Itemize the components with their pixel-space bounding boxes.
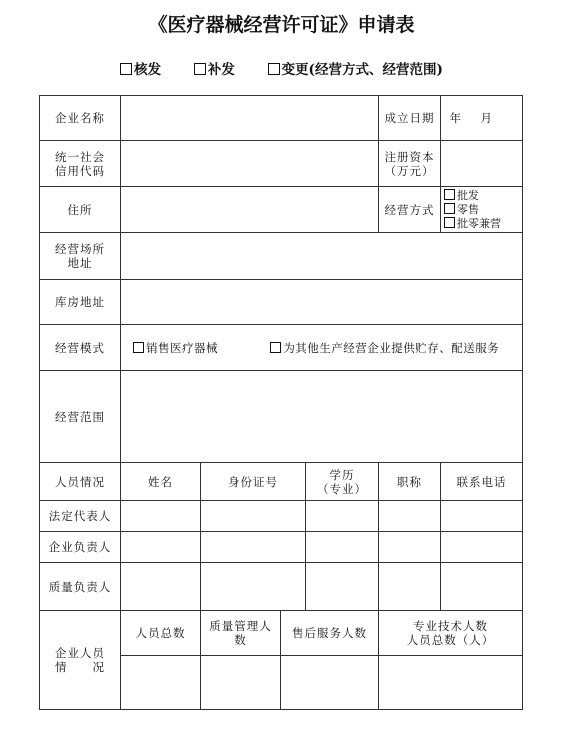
option-reissue[interactable]: [194, 62, 235, 78]
checkbox-service[interactable]: [270, 342, 281, 353]
legal-rep-id[interactable]: [201, 501, 306, 532]
option-reissue-label: 补发: [207, 62, 235, 78]
address-label: 住所: [40, 187, 121, 233]
registered-capital-label: 注册资本 （万元）: [379, 141, 441, 187]
enterprise-head-id[interactable]: [201, 532, 306, 563]
quality-head-label: 质量负责人: [40, 563, 121, 611]
registered-capital-field[interactable]: [441, 141, 523, 187]
enterprise-name-field[interactable]: [121, 96, 379, 141]
checkbox-retail[interactable]: [444, 203, 455, 214]
established-date-field[interactable]: 年 月: [441, 96, 523, 141]
enterprise-head-label: 企业负责人: [40, 532, 121, 563]
row-enterprise-head: [40, 532, 523, 563]
row-scope: [40, 371, 523, 463]
header-education: 学历 （专业）: [306, 463, 379, 501]
option-change[interactable]: [268, 62, 443, 78]
row-premises: [40, 233, 523, 280]
checkbox-issue[interactable]: [120, 63, 132, 75]
option-issue-label: 核发: [134, 62, 162, 78]
staff-label: 企业人员 情 况: [40, 611, 121, 710]
header-technical-staff: 专业技术人数 人员总数（人）: [379, 611, 523, 656]
application-form-table: [39, 95, 523, 710]
row-personnel-header: [40, 463, 523, 501]
row-enterprise-name: [40, 96, 523, 141]
warehouse-label: 库房地址: [40, 280, 121, 325]
checkbox-sell[interactable]: [133, 342, 144, 353]
mode-wholesale-label: 批发: [457, 189, 479, 202]
legal-rep-phone[interactable]: [441, 501, 523, 532]
business-model-options: [121, 325, 523, 371]
quality-head-title[interactable]: [379, 563, 441, 611]
model-sell-option[interactable]: [133, 341, 218, 355]
checkbox-wholesale[interactable]: [444, 189, 455, 200]
row-credit-code: [40, 141, 523, 187]
established-date-label: 成立日期: [379, 96, 441, 141]
scope-label: 经营范围: [40, 371, 121, 463]
quality-staff-field[interactable]: [201, 656, 281, 710]
aftersales-staff-field[interactable]: [281, 656, 379, 710]
warehouse-field[interactable]: [121, 280, 523, 325]
header-quality-staff: 质量管理人 数: [201, 611, 281, 656]
checkbox-reissue[interactable]: [194, 63, 206, 75]
business-model-label: 经营模式: [40, 325, 121, 371]
header-total-staff: 人员总数: [121, 611, 201, 656]
header-phone: 联系电话: [441, 463, 523, 501]
address-field[interactable]: [121, 187, 379, 233]
enterprise-name-label: 企业名称: [40, 96, 121, 141]
quality-head-education[interactable]: [306, 563, 379, 611]
credit-code-field[interactable]: [121, 141, 379, 187]
mode-retail-label: 零售: [457, 203, 479, 216]
row-legal-rep: [40, 501, 523, 532]
row-staff-header: [40, 611, 523, 656]
checkbox-both[interactable]: [444, 217, 455, 228]
personnel-label: 人员情况: [40, 463, 121, 501]
premises-field[interactable]: [121, 233, 523, 280]
legal-rep-label: 法定代表人: [40, 501, 121, 532]
legal-rep-education[interactable]: [306, 501, 379, 532]
legal-rep-name[interactable]: [121, 501, 201, 532]
legal-rep-title[interactable]: [379, 501, 441, 532]
enterprise-head-education[interactable]: [306, 532, 379, 563]
credit-code-label: 统一社会 信用代码: [40, 141, 121, 187]
mode-wholesale-option[interactable]: [444, 189, 479, 203]
total-staff-field[interactable]: [121, 656, 201, 710]
model-service-label: 为其他生产经营企业提供贮存、配送服务: [283, 340, 500, 355]
quality-head-id[interactable]: [201, 563, 306, 611]
model-sell-label: 销售医疗器械: [146, 340, 218, 355]
quality-head-name[interactable]: [121, 563, 201, 611]
enterprise-head-phone[interactable]: [441, 532, 523, 563]
mode-both-option[interactable]: [444, 217, 501, 231]
header-title: 职称: [379, 463, 441, 501]
application-type-options: [0, 58, 563, 78]
option-issue[interactable]: [120, 62, 161, 78]
enterprise-head-title[interactable]: [379, 532, 441, 563]
checkbox-change[interactable]: [268, 63, 280, 75]
mode-both-label: 批零兼营: [457, 217, 501, 230]
mode-retail-option[interactable]: [444, 203, 479, 217]
technical-staff-field[interactable]: [379, 656, 523, 710]
header-name: 姓名: [121, 463, 201, 501]
quality-head-phone[interactable]: [441, 563, 523, 611]
form-title: 《医疗器械经营许可证》申请表: [148, 14, 415, 36]
model-service-option[interactable]: [270, 341, 499, 355]
premises-label: 经营场所 地址: [40, 233, 121, 280]
option-change-label: 变更(经营方式、经营范围): [281, 62, 443, 78]
row-business-model: [40, 325, 523, 371]
business-mode-options: [441, 187, 523, 233]
scope-field[interactable]: [121, 371, 523, 463]
row-address: [40, 187, 523, 233]
row-warehouse: [40, 280, 523, 325]
header-id-number: 身份证号: [201, 463, 306, 501]
header-aftersales-staff: 售后服务人数: [281, 611, 379, 656]
enterprise-head-name[interactable]: [121, 532, 201, 563]
business-mode-label: 经营方式: [379, 187, 441, 233]
row-quality-head: [40, 563, 523, 611]
